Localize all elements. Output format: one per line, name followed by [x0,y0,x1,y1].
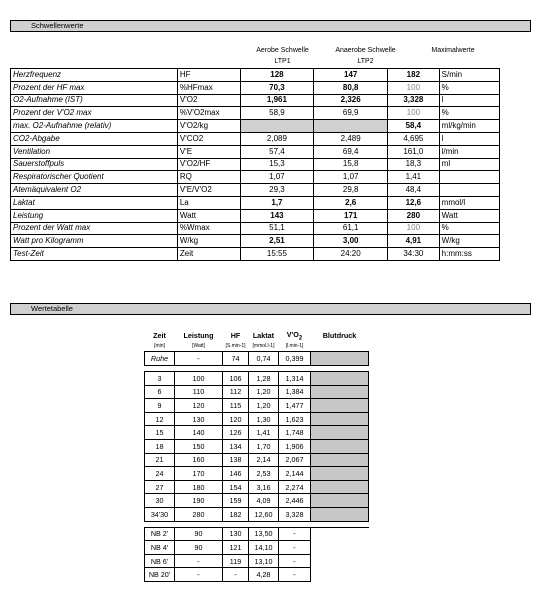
cell-zeit: NB 20' [145,568,175,582]
cell-vo2: 0,399 [279,352,311,366]
threshold-ltp2: 69,9 [314,107,388,120]
cell-zeit: 6 [145,385,175,399]
cell-hf: 112 [223,385,249,399]
threshold-ltp2: 69,4 [314,145,388,158]
cell-hf: 120 [223,412,249,426]
cell-leistung: 90 [175,541,223,555]
threshold-max: 12,6 [388,196,440,209]
threshold-param: O2-Aufnahme (IST) [11,94,178,107]
threshold-param: Herzfrequenz [11,69,178,82]
table-row [145,372,369,386]
col-header-ltp1 [245,45,320,67]
threshold-max: 182 [388,69,440,82]
th-vo2: $V'O_2$ [286,330,303,342]
cell-laktat: 1,20 [249,399,279,413]
threshold-unit: W/kg [439,235,499,248]
threshold-unit: h:mm:ss [439,248,499,261]
cell-zeit: NB 6' [145,554,175,568]
threshold-param: Prozent der Watt max [11,222,178,235]
unit-bp [311,341,369,352]
cell-leistung: 120 [175,399,223,413]
threshold-abbr: V'O2/kg [177,120,240,133]
cell-hf: 74 [223,352,249,366]
th-laktat: Laktat [252,331,275,341]
threshold-ltp1: 128 [240,69,314,82]
values-table [144,330,369,582]
cell-hf: 119 [223,554,249,568]
threshold-unit: ml/kg/min [439,120,499,133]
threshold-param: Atemäquivalent O2 [11,184,178,197]
cell-leistung: - [175,352,223,366]
table-row [145,507,369,521]
threshold-ltp2: 15,8 [314,158,388,171]
threshold-ltp2: 2,326 [314,94,388,107]
cell-laktat: 2,14 [249,453,279,467]
table-row [145,412,369,426]
col-header-ltp2-sub: LTP2 [357,58,374,65]
cell-bp [311,568,369,582]
cell-zeit: 21 [145,453,175,467]
threshold-ltp2 [314,120,388,133]
cell-hf: 126 [223,426,249,440]
cell-laktat: 14,10 [249,541,279,555]
threshold-unit: l [439,94,499,107]
cell-vo2: 1,384 [279,385,311,399]
table-row [145,467,369,481]
threshold-param: Test-Zeit [11,248,178,261]
threshold-row [11,209,500,222]
cell-bp [311,467,369,481]
cell-hf: 134 [223,440,249,454]
cell-laktat: 1,70 [249,440,279,454]
threshold-unit: % [439,81,499,94]
threshold-param: CO2-Abgabe [11,132,178,145]
threshold-ltp2: 2,6 [314,196,388,209]
cell-leistung: 150 [175,440,223,454]
cell-laktat: 0,74 [249,352,279,366]
threshold-unit [439,171,499,184]
cell-bp [311,412,369,426]
table-row [145,453,369,467]
cell-zeit: 3 [145,372,175,386]
col-header-ltp1-label: Aerobe Schwelle [256,47,309,54]
thresholds-title: Schwellenwerte [31,21,84,30]
threshold-max: 100 [388,222,440,235]
threshold-ltp1: 1,961 [240,94,314,107]
threshold-ltp1: 70,3 [240,81,314,94]
cell-leistung: 180 [175,480,223,494]
threshold-param: Prozent der V'O2 max [11,107,178,120]
threshold-abbr: RQ [177,171,240,184]
cell-vo2: 1,477 [279,399,311,413]
cell-zeit: NB 4' [145,541,175,555]
threshold-row [11,158,500,171]
cell-zeit: Ruhe [145,352,175,366]
cell-laktat: 4,09 [249,494,279,508]
threshold-param: Sauerstoffpuls [11,158,178,171]
cell-bp [311,399,369,413]
threshold-unit: l [439,132,499,145]
cell-vo2: - [279,541,311,555]
cell-zeit: 15 [145,426,175,440]
table-row [145,527,369,541]
threshold-abbr: V'E/V'O2 [177,184,240,197]
cell-vo2: 1,314 [279,372,311,386]
cell-bp [311,385,369,399]
threshold-max: 100 [388,107,440,120]
cell-laktat: 1,28 [249,372,279,386]
cell-leistung: 160 [175,453,223,467]
threshold-ltp2: 147 [314,69,388,82]
thresholds-section-header [10,20,531,32]
cell-leistung: 280 [175,507,223,521]
unit-leistung: [Watt] [192,343,205,350]
unit-hf: [S.min-1] [225,343,246,350]
th-blutdruck: Blutdruck [322,331,357,341]
threshold-max: 3,328 [388,94,440,107]
table-row [145,568,369,582]
table-row [145,541,369,555]
cell-bp [311,541,369,555]
threshold-ltp1: 15:55 [240,248,314,261]
col-header-max-label: Maximalwerte [431,47,475,54]
values-title: Wertetabelle [31,304,73,313]
threshold-max: 280 [388,209,440,222]
threshold-row [11,94,500,107]
cell-zeit: 18 [145,440,175,454]
threshold-row [11,81,500,94]
col-header-max [418,45,488,56]
threshold-row [11,69,500,82]
cell-vo2: - [279,554,311,568]
cell-vo2: - [279,568,311,582]
threshold-ltp1: 1,7 [240,196,314,209]
threshold-param: Respiratorischer Quotient [11,171,178,184]
cell-vo2: 2,446 [279,494,311,508]
cell-hf: 106 [223,372,249,386]
cell-vo2: 2,274 [279,480,311,494]
table-row [145,426,369,440]
cell-bp [311,352,369,366]
cell-laktat: 12,60 [249,507,279,521]
cell-vo2: 2,067 [279,453,311,467]
cell-vo2: 1,906 [279,440,311,454]
threshold-ltp1: 51,1 [240,222,314,235]
cell-laktat: 13,50 [249,527,279,541]
threshold-unit: % [439,222,499,235]
threshold-row [11,145,500,158]
cell-hf: 138 [223,453,249,467]
cell-leistung: - [175,568,223,582]
col-header-ltp2 [328,45,403,67]
cell-leistung: - [175,554,223,568]
threshold-max: 58,4 [388,120,440,133]
cell-vo2: 3,328 [279,507,311,521]
table-row [145,554,369,568]
threshold-param: Laktat [11,196,178,209]
table-row [145,480,369,494]
cell-bp [311,507,369,521]
threshold-row [11,184,500,197]
values-section-header [10,303,531,315]
threshold-ltp2: 80,8 [314,81,388,94]
cell-hf: 146 [223,467,249,481]
cell-vo2: - [279,527,311,541]
threshold-max: 4,91 [388,235,440,248]
cell-leistung: 110 [175,385,223,399]
threshold-unit: S/min [439,69,499,82]
threshold-ltp1: 143 [240,209,314,222]
cell-zeit: 30 [145,494,175,508]
threshold-max: 1,41 [388,171,440,184]
threshold-ltp1: 57,4 [240,145,314,158]
threshold-abbr: La [177,196,240,209]
cell-leistung: 90 [175,527,223,541]
col-header-ltp2-label: Anaerobe Schwelle [335,47,396,54]
cell-laktat: 4,28 [249,568,279,582]
threshold-abbr: V'O2/HF [177,158,240,171]
cell-laktat: 3,16 [249,480,279,494]
cell-hf: 115 [223,399,249,413]
cell-leistung: 140 [175,426,223,440]
table-row [145,440,369,454]
threshold-abbr: W/kg [177,235,240,248]
cell-laktat: 1,30 [249,412,279,426]
cell-zeit: NB 2' [145,527,175,541]
cell-bp [311,494,369,508]
th-hf: HF [230,331,241,341]
cell-bp [311,426,369,440]
th-leistung: Leistung [183,331,214,341]
threshold-unit: % [439,107,499,120]
cell-zeit: 9 [145,399,175,413]
threshold-ltp1: 1,07 [240,171,314,184]
cell-hf: 130 [223,527,249,541]
cell-zeit: 12 [145,412,175,426]
threshold-abbr: V'CO2 [177,132,240,145]
cell-vo2: 1,623 [279,412,311,426]
cell-zeit: 34'30 [145,507,175,521]
threshold-ltp1: 58,9 [240,107,314,120]
unit-vo2: [l.min-1] [285,343,304,350]
threshold-ltp2: 29,8 [314,184,388,197]
threshold-max: 161,0 [388,145,440,158]
unit-zeit: [min] [154,343,165,350]
cell-hf: 182 [223,507,249,521]
table-row [145,494,369,508]
threshold-unit: Watt [439,209,499,222]
threshold-ltp2: 3,00 [314,235,388,248]
threshold-param: Ventilation [11,145,178,158]
threshold-ltp1: 15,3 [240,158,314,171]
threshold-row [11,171,500,184]
threshold-ltp1: 29,3 [240,184,314,197]
threshold-max: 100 [388,81,440,94]
threshold-unit: l/min [439,145,499,158]
threshold-ltp1: 2,51 [240,235,314,248]
cell-hf: 121 [223,541,249,555]
threshold-row [11,196,500,209]
cell-bp [311,453,369,467]
threshold-row [11,120,500,133]
threshold-ltp1 [240,120,314,133]
threshold-param: Leistung [11,209,178,222]
threshold-param: Prozent der HF max [11,81,178,94]
threshold-max: 18,3 [388,158,440,171]
unit-laktat: [mmol.l-1] [252,343,275,350]
threshold-abbr: %V'O2max [177,107,240,120]
cell-hf: - [223,568,249,582]
cell-zeit: 24 [145,467,175,481]
cell-laktat: 2,53 [249,467,279,481]
thresholds-table [10,68,500,261]
threshold-ltp1: 2,089 [240,132,314,145]
cell-leistung: 190 [175,494,223,508]
cell-laktat: 13,10 [249,554,279,568]
threshold-row [11,235,500,248]
cell-laktat: 1,20 [249,385,279,399]
threshold-ltp2: 24:20 [314,248,388,261]
threshold-row [11,222,500,235]
cell-hf: 154 [223,480,249,494]
threshold-row [11,132,500,145]
threshold-max: 34:30 [388,248,440,261]
table-row [145,399,369,413]
threshold-max: 48,4 [388,184,440,197]
threshold-max: 4,695 [388,132,440,145]
threshold-abbr: V'O2 [177,94,240,107]
threshold-unit: ml [439,158,499,171]
cell-leistung: 130 [175,412,223,426]
threshold-ltp2: 171 [314,209,388,222]
cell-zeit: 27 [145,480,175,494]
threshold-ltp2: 1,07 [314,171,388,184]
threshold-row [11,248,500,261]
cell-bp [311,480,369,494]
cell-bp [311,527,369,541]
table-row [145,385,369,399]
th-zeit: Zeit [153,331,166,341]
threshold-unit: mmol/l [439,196,499,209]
cell-vo2: 1,748 [279,426,311,440]
cell-hf: 159 [223,494,249,508]
threshold-abbr: %HFmax [177,81,240,94]
threshold-abbr: %Wmax [177,222,240,235]
table-row [145,352,369,366]
threshold-unit [439,184,499,197]
cell-bp [311,440,369,454]
threshold-row [11,107,500,120]
cell-leistung: 100 [175,372,223,386]
threshold-ltp2: 61,1 [314,222,388,235]
threshold-param: max. O2-Aufnahme (relativ) [11,120,178,133]
cell-laktat: 1,41 [249,426,279,440]
cell-bp [311,554,369,568]
col-header-ltp1-sub: LTP1 [274,58,291,65]
cell-bp [311,372,369,386]
threshold-abbr: HF [177,69,240,82]
threshold-param: Watt pro Kilogramm [11,235,178,248]
threshold-abbr: Watt [177,209,240,222]
threshold-abbr: V'E [177,145,240,158]
threshold-abbr: Zeit [177,248,240,261]
cell-leistung: 170 [175,467,223,481]
cell-vo2: 2,144 [279,467,311,481]
threshold-ltp2: 2,489 [314,132,388,145]
